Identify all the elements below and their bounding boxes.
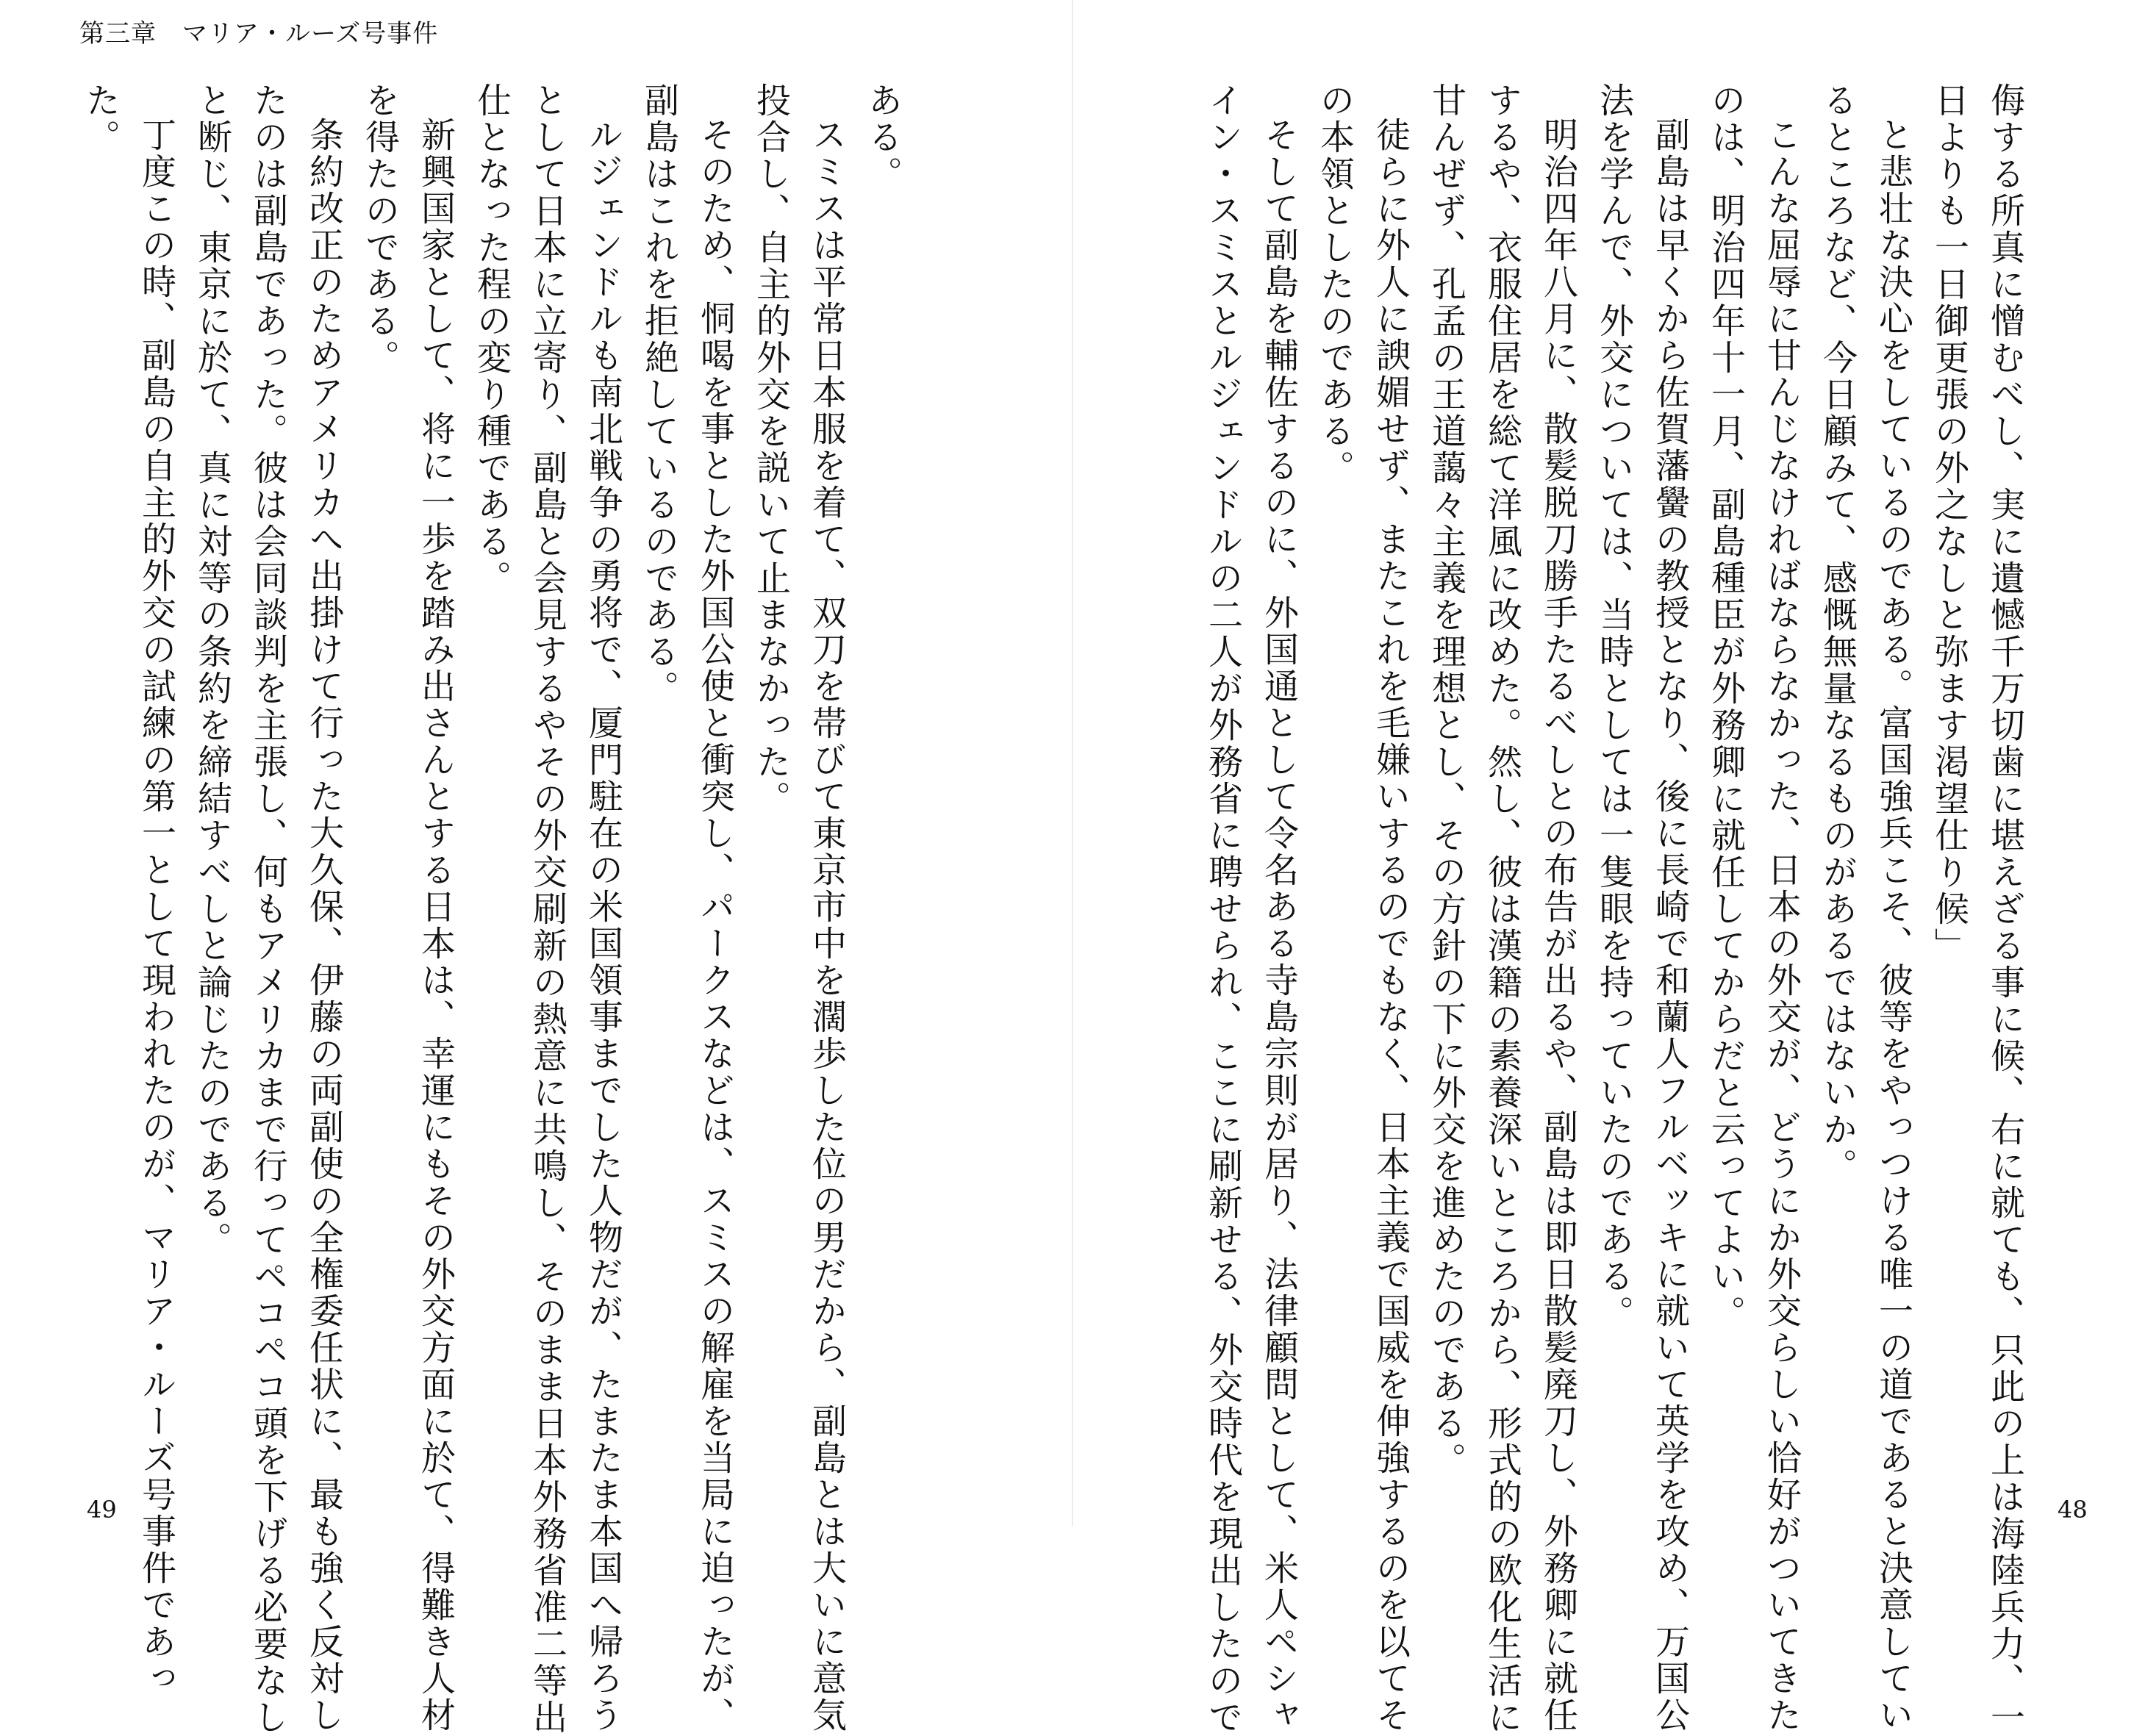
text-line: そのため、恫喝を事とした外国公使と衝突し、パークスなどは、スミスの解雇を当局に迫ったが、 [695, 117, 735, 1734]
text-line: たのは副島であった。彼は会同談判を主張し、何もアメリカまで行ってペコペコ頭を下げる必要なし [248, 82, 288, 1736]
text-line: そして副島を輔佐するのに、外国通として令名ある寺島宗則が居り、法律顧問として、米人ペシャ [1258, 117, 1299, 1734]
text-line: の本領としたのである。 [1314, 82, 1355, 487]
text-line: 明治四年八月に、散髪脱刀勝手たるべしとの布告が出るや、副島は即日散髪廃刀し、外務卿に就任 [1538, 117, 1578, 1734]
text-line: 徒らに外人に諛媚せず、またこれを毛嫌いするのでもなく、日本主義で国威を伸強するのを以てそ [1370, 117, 1411, 1734]
text-line: のは、明治四年十一月、副島種臣が外務卿に就任してからだと云ってよい。 [1705, 82, 1746, 1332]
text-line: と断じ、東京に於て、真に対等の条約を締結すべしと論じたのである。 [192, 82, 232, 1258]
running-head: 第三章 マリア・ルーズ号事件 [79, 19, 439, 49]
left-page [0, 0, 1072, 1736]
page-number: 49 [87, 1496, 117, 1524]
text-line: 甘んぜず、孔孟の王道藹々主義を理想とし、その方針の下に外交を進めたのである。 [1426, 82, 1467, 1479]
text-line: として日本に立寄り、副島と会見するやその外交刷新の熱意に共鳴し、そのまま日本外務省准二等出 [527, 82, 567, 1736]
text-line: 侮する所真に憎むべし、実に遺憾千万切歯に堪えざる事に候、右に就ても、只此の上は海陸兵力、一 [1985, 82, 2025, 1736]
text-line: 仕となった程の変り種である。 [471, 82, 512, 597]
text-line: るところなど、今日顧みて、感慨無量なるものがあるではないか。 [1817, 82, 1858, 1185]
text-line: 丁度この時、副島の自主的外交の試練の第一として現われたのが、マリア・ルーズ号事件であっ [136, 117, 176, 1697]
text-line: 投合し、自主的外交を説いて止まなかった。 [751, 82, 791, 817]
text-line: こんな屈辱に甘んじなければならなかった、日本の外交が、どうにか外交らしい恰好がついてきた [1761, 117, 1802, 1734]
text-line: を得たのである。 [359, 82, 400, 376]
text-line: ルジェンドルも南北戦争の勇将で、厦門駐在の米国領事までした人物だが、たまたま本国へ帰ろう [583, 117, 623, 1734]
text-line: ある。 [862, 82, 903, 193]
right-page-body-text [1165, 82, 2033, 1736]
text-line: 副島はこれを拒絶しているのである。 [639, 82, 679, 707]
text-line: 日よりも一日御更張の外之なしと弥ます渇望仕り候」 [1929, 82, 1969, 964]
text-line: スミスは平常日本服を着て、双刀を帯びて東京市中を濶歩した位の男だから、副島とは大いに意気 [806, 117, 847, 1734]
text-line: 副島は早くから佐賀藩黌の教授となり、後に長崎で和蘭人フルベッキに就いて英学を攻め、万国公 [1650, 117, 1690, 1734]
text-line: イン・スミスとルジェンドルの二人が外務省に聘せられ、ここに刷新せる、外交時代を現出したので [1203, 82, 1243, 1736]
text-line: 法を学んで、外交については、当時としては一隻眼を持っていたのである。 [1594, 82, 1634, 1332]
text-line: と悲壮な決心をしているのである。富国強兵こそ、彼等をやっつける唯一の道であると決意してい [1873, 117, 1913, 1734]
text-line: するや、衣服住居を総て洋風に改めた。然し、彼は漢籍の素養深いところから、形式的の欧化生活に [1482, 82, 1522, 1736]
text-line: 条約改正のためアメリカへ出掛けて行った大久保、伊藤の両副使の全権委任状に、最も強く反対し [304, 117, 344, 1734]
page-number: 48 [2058, 1496, 2088, 1524]
text-line: た。 [80, 82, 121, 156]
text-line: 新興国家として、将に一歩を踏み出さんとする日本は、幸運にもその外交方面に於て、得難き人材 [415, 117, 456, 1734]
